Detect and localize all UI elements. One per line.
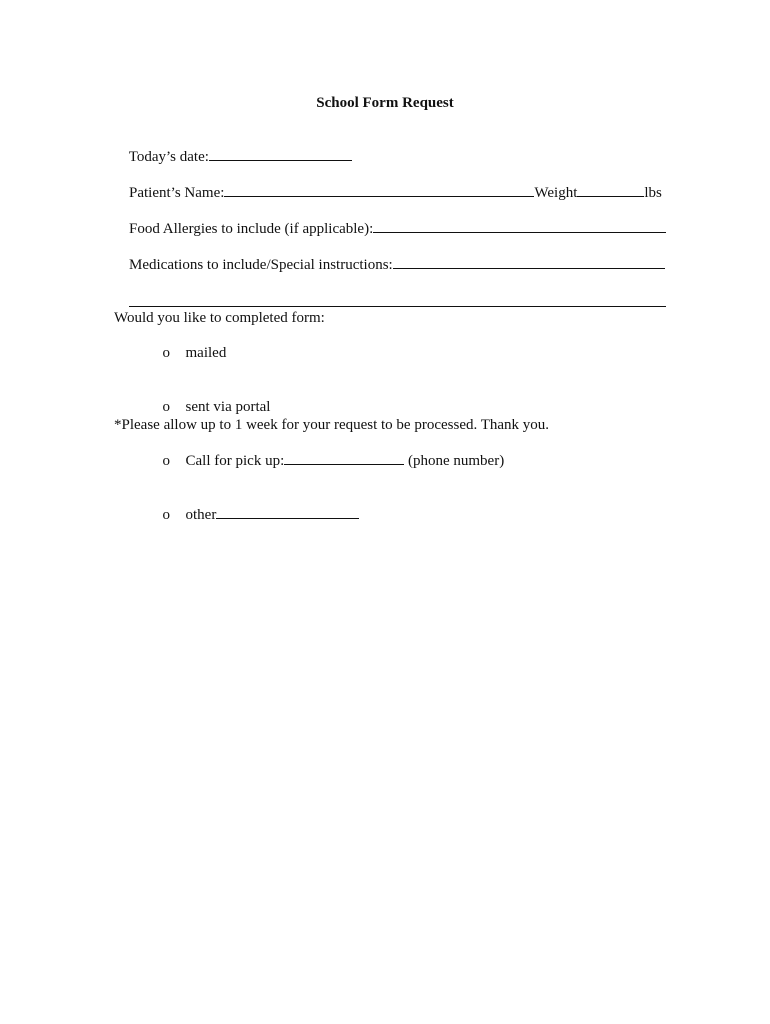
delivery-question: Would you like to completed form: — [114, 310, 325, 326]
circle-bullet-icon: o — [162, 345, 170, 361]
option-pickup[interactable] — [140, 434, 504, 488]
option-label: Call for pick up: — [185, 453, 285, 469]
date-field[interactable] — [209, 148, 352, 161]
other-field[interactable] — [216, 506, 359, 519]
option-label: mailed — [185, 345, 227, 361]
option-label: other — [185, 507, 217, 523]
page-title: School Form Request — [316, 95, 454, 111]
circle-bullet-icon: o — [162, 507, 170, 523]
allergies-field[interactable] — [373, 220, 666, 233]
patient-name-field[interactable] — [224, 184, 534, 197]
option-label: sent via portal — [185, 399, 271, 415]
name-label: Patient’s Name: — [129, 185, 225, 201]
date-label: Today’s date: — [128, 149, 209, 165]
option-mailed[interactable] — [140, 326, 504, 380]
weight-label: Weight — [534, 185, 578, 201]
option-suffix: (phone number) — [407, 453, 505, 469]
weight-unit: lbs — [644, 185, 662, 201]
medications-field[interactable] — [393, 256, 665, 269]
circle-bullet-icon: o — [162, 399, 170, 415]
allergies-label: Food Allergies to include (if applicable): — [129, 221, 374, 237]
phone-number-field[interactable] — [284, 452, 404, 465]
delivery-options-list — [140, 326, 504, 542]
weight-field[interactable] — [577, 184, 644, 197]
medications-label: Medications to include/Special instructions: — [129, 257, 393, 273]
medications-continuation-field[interactable] — [129, 294, 666, 307]
option-other[interactable] — [140, 488, 504, 542]
footer-note: *Please allow up to 1 week for your request to be processed. Thank you. — [114, 417, 550, 433]
circle-bullet-icon: o — [162, 453, 170, 469]
